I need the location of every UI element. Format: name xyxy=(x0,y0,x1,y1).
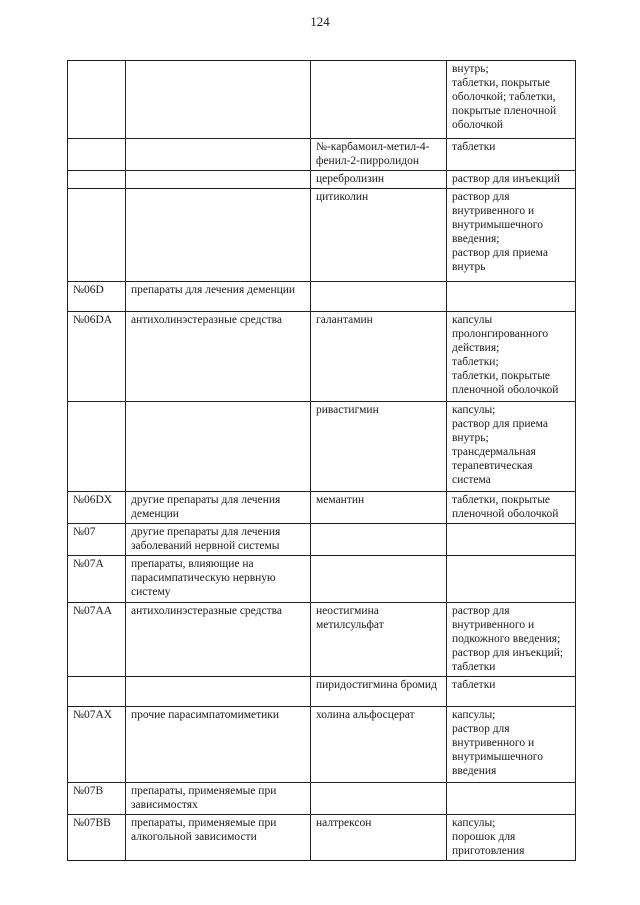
group-name: антихолинэстеразные средства xyxy=(126,603,311,677)
dosage-form xyxy=(447,282,576,312)
dosage-form: таблетки xyxy=(447,139,576,171)
atc-code: №07 xyxy=(68,524,126,556)
substance-name: налтрексон xyxy=(311,815,447,861)
atc-code xyxy=(68,171,126,189)
group-name xyxy=(126,402,311,492)
dosage-form: внутрь; таблетки, покрытые оболочкой; таблетки, покрытые пленочной оболочкой xyxy=(447,61,576,139)
substance-name: цитиколин xyxy=(311,189,447,282)
atc-code: №06DA xyxy=(68,312,126,402)
substance-name xyxy=(311,524,447,556)
table-row xyxy=(68,707,576,783)
table-row xyxy=(68,524,576,556)
substance-name xyxy=(311,556,447,603)
dosage-form: раствор для внутривенного и подкожного введения; раствор для инъекций; таблетки xyxy=(447,603,576,677)
dosage-form: капсулы; раствор для приема внутрь; трансдермальная терапевтическая система xyxy=(447,402,576,492)
atc-code: №07AA xyxy=(68,603,126,677)
dosage-form: таблетки, покрытые пленочной оболочкой xyxy=(447,492,576,524)
dosage-form: капсулы пролонгированного действия; таблетки; таблетки, покрытые пленочной оболочкой xyxy=(447,312,576,402)
group-name: прочие парасимпатомиметики xyxy=(126,707,311,783)
atc-code: №07AX xyxy=(68,707,126,783)
atc-code xyxy=(68,189,126,282)
group-name: другие препараты для лечения заболеваний нервной системы xyxy=(126,524,311,556)
group-name: другие препараты для лечения деменции xyxy=(126,492,311,524)
dosage-form: капсулы; порошок для приготовления xyxy=(447,815,576,861)
table-row xyxy=(68,492,576,524)
atc-code: №07BB xyxy=(68,815,126,861)
group-name xyxy=(126,171,311,189)
substance-name xyxy=(311,282,447,312)
drug-table xyxy=(67,60,576,861)
dosage-form: раствор для инъекций xyxy=(447,171,576,189)
table-row xyxy=(68,677,576,707)
atc-code: №07A xyxy=(68,556,126,603)
table-row xyxy=(68,783,576,815)
atc-code xyxy=(68,139,126,171)
page-number: 124 xyxy=(310,14,330,29)
table-row xyxy=(68,603,576,677)
dosage-form: раствор для внутривенного и внутримышечного введения; раствор для приема внутрь xyxy=(447,189,576,282)
atc-code: №06DX xyxy=(68,492,126,524)
atc-code xyxy=(68,402,126,492)
group-name: препараты, применяемые при алкогольной зависимости xyxy=(126,815,311,861)
dosage-form: капсулы; раствор для внутривенного и внутримышечного введения xyxy=(447,707,576,783)
substance-name: ривастигмин xyxy=(311,402,447,492)
substance-name: церебролизин xyxy=(311,171,447,189)
group-name: антихолинэстеразные средства xyxy=(126,312,311,402)
substance-name: неостигмина метилсульфат xyxy=(311,603,447,677)
table-row xyxy=(68,189,576,282)
group-name xyxy=(126,677,311,707)
group-name: препараты для лечения деменции xyxy=(126,282,311,312)
dosage-form: таблетки xyxy=(447,677,576,707)
substance-name: пиридостигмина бромид xyxy=(311,677,447,707)
group-name: препараты, применяемые при зависимостях xyxy=(126,783,311,815)
dosage-form xyxy=(447,783,576,815)
group-name xyxy=(126,61,311,139)
substance-name xyxy=(311,61,447,139)
substance-name xyxy=(311,783,447,815)
table-row xyxy=(68,139,576,171)
table-row xyxy=(68,312,576,402)
atc-code xyxy=(68,677,126,707)
table-row xyxy=(68,61,576,139)
table-row xyxy=(68,282,576,312)
group-name xyxy=(126,189,311,282)
atc-code xyxy=(68,61,126,139)
substance-name: №-карбамоил-метил-4-фенил-2-пирролидон xyxy=(311,139,447,171)
group-name: препараты, влияющие на парасимпатическую нервную систему xyxy=(126,556,311,603)
table-row xyxy=(68,556,576,603)
atc-code: №06D xyxy=(68,282,126,312)
substance-name: холина альфосцерат xyxy=(311,707,447,783)
substance-name: галантамин xyxy=(311,312,447,402)
dosage-form xyxy=(447,524,576,556)
table-row xyxy=(68,815,576,861)
table-row xyxy=(68,171,576,189)
dosage-form xyxy=(447,556,576,603)
atc-code: №07B xyxy=(68,783,126,815)
group-name xyxy=(126,139,311,171)
substance-name: мемантин xyxy=(311,492,447,524)
table-row xyxy=(68,402,576,492)
